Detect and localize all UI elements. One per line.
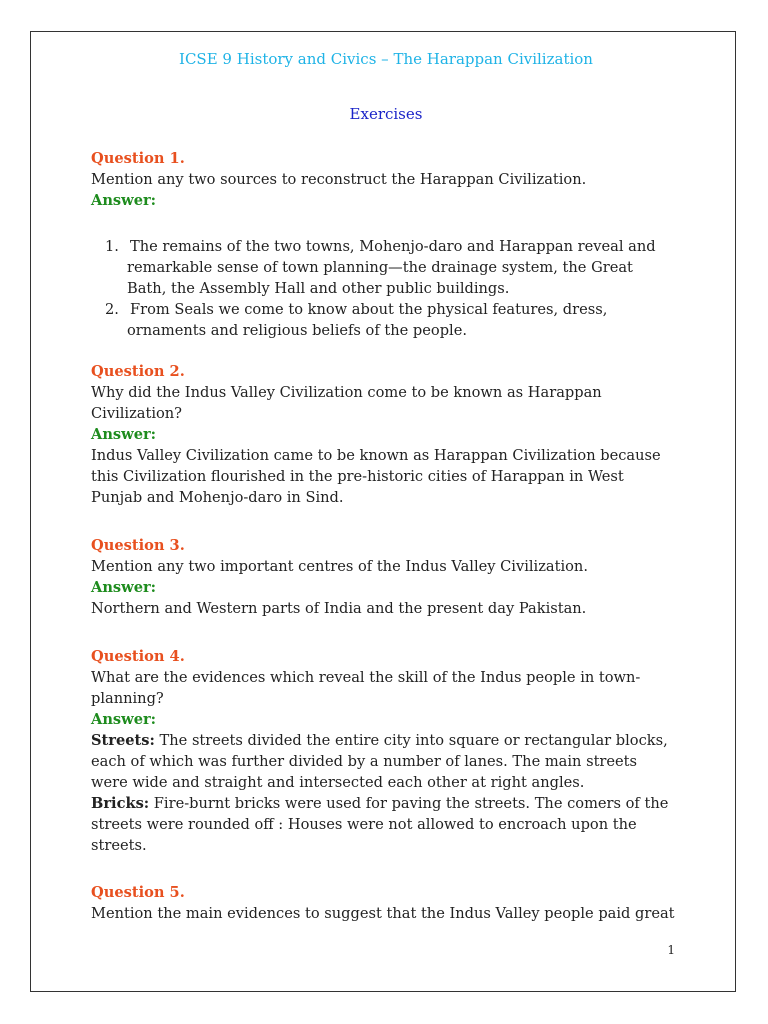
- list-text: Bath, the Assembly Hall and other public buildings.: [127, 280, 510, 297]
- question-text: planning?: [91, 690, 164, 707]
- answer-text: Bricks: Fire-burnt bricks were used for paving the streets. The comers of the: [91, 795, 669, 812]
- question-1: [91, 148, 681, 211]
- list-item: [91, 299, 681, 341]
- answer-text: Northern and Western parts of India and the present day Pakistan.: [91, 600, 587, 617]
- question-text: Why did the Indus Valley Civilization come to be known as Harappan: [91, 384, 602, 401]
- document-title: ICSE 9 History and Civics – The Harappan Civilization: [179, 50, 593, 68]
- answer-text: each of which was further divided by a number of lanes. The main streets: [91, 753, 638, 770]
- question-5: [91, 882, 681, 924]
- list-text: From Seals we come to know about the physical features, dress,: [130, 301, 608, 318]
- question-label: Question 3.: [91, 537, 185, 554]
- exercises-heading: Exercises: [349, 105, 423, 123]
- answer-label: Answer:: [91, 711, 157, 728]
- answer-label: Answer:: [91, 579, 157, 596]
- list-text: ornaments and religious beliefs of the people.: [127, 322, 467, 339]
- list-text: The remains of the two towns, Mohenjo-daro and Harappan reveal and: [130, 238, 656, 255]
- streets-term: Streets:: [91, 732, 155, 749]
- question-label: Question 4.: [91, 648, 185, 665]
- list-text: remarkable sense of town planning—the drainage system, the Great: [127, 259, 633, 276]
- answer-1-list: [91, 236, 681, 341]
- list-number: 2.: [105, 301, 119, 318]
- question-text: Mention any two important centres of the Indus Valley Civilization.: [91, 558, 588, 575]
- question-4: [91, 646, 681, 856]
- list-item: [91, 236, 681, 299]
- question-text: Civilization?: [91, 405, 183, 422]
- answer-label: Answer:: [91, 192, 157, 209]
- answer-text: streets.: [91, 837, 147, 854]
- bricks-term: Bricks:: [91, 795, 150, 812]
- answer-text: this Civilization flourished in the pre-historic cities of Harappan in West: [91, 468, 624, 485]
- question-label: Question 1.: [91, 150, 185, 167]
- answer-text: were wide and straight and intersected each other at right angles.: [91, 774, 585, 791]
- question-2: [91, 361, 681, 508]
- answer-text: Streets: The streets divided the entire city into square or rectangular blocks,: [91, 732, 668, 749]
- question-text: Mention the main evidences to suggest that the Indus Valley people paid great: [91, 905, 675, 922]
- question-label: Question 2.: [91, 363, 185, 380]
- document-page: [30, 31, 736, 992]
- question-text: What are the evidences which reveal the skill of the Indus people in town-: [91, 669, 641, 686]
- question-text: Mention any two sources to reconstruct the Harappan Civilization.: [91, 171, 587, 188]
- question-label: Question 5.: [91, 884, 185, 901]
- page-number: 1: [667, 943, 675, 957]
- question-3: [91, 535, 681, 619]
- list-number: 1.: [105, 238, 119, 255]
- answer-text: streets were rounded off : Houses were not allowed to encroach upon the: [91, 816, 637, 833]
- answer-label: Answer:: [91, 426, 157, 443]
- answer-text: Indus Valley Civilization came to be known as Harappan Civilization because: [91, 447, 661, 464]
- answer-text: Punjab and Mohenjo-daro in Sind.: [91, 489, 344, 506]
